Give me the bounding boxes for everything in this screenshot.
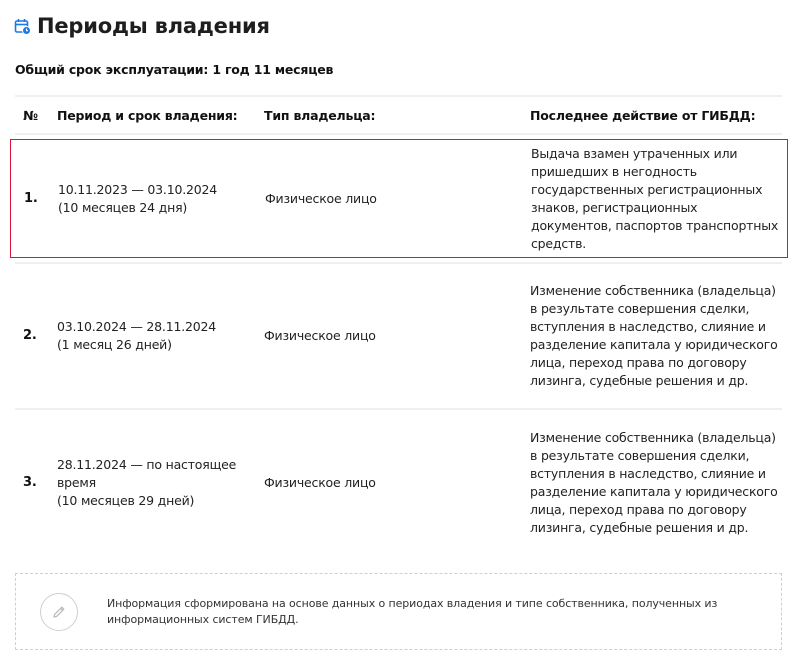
divider [15, 133, 782, 135]
calendar-clock-icon [14, 18, 31, 35]
table-row-highlighted [10, 139, 788, 258]
pencil-icon [40, 593, 78, 631]
table-row [15, 410, 782, 556]
period-duration: (1 месяц 26 дней) [57, 337, 172, 352]
row-number: 3. [23, 475, 37, 490]
owner-type: Физическое лицо [264, 328, 376, 343]
last-action-cell [530, 282, 782, 390]
last-action: Изменение собственника (владельца) в результате совершения сделки, вступления в наследство, слияние и разделение капитала у юридического лица, переход права по договору лизинга, судебные решения и др. [530, 283, 778, 388]
period-duration: (10 месяцев 24 дня) [58, 199, 188, 215]
owner-type: Физическое лицо [264, 475, 376, 490]
period-dates: 03.10.2024 — 28.11.2024 [57, 319, 216, 334]
column-header-period: Период и срок владения: [57, 107, 238, 123]
info-notice [15, 573, 782, 650]
last-action-cell [530, 429, 782, 537]
owner-type: Физическое лицо [265, 190, 377, 206]
period-cell [57, 318, 264, 354]
period-dates: 10.11.2023 — 03.10.2024 [58, 181, 217, 197]
table-row [15, 264, 782, 408]
period-cell [58, 181, 265, 217]
column-header-number: № [23, 107, 38, 123]
section-header [14, 14, 270, 38]
period-dates: 28.11.2024 — по настоящее время [57, 457, 237, 490]
column-header-last-action: Последнее действие от ГИБДД: [530, 107, 756, 123]
column-header-owner-type: Тип владельца: [264, 107, 376, 123]
row-number: 2. [23, 328, 37, 343]
row-number: 1. [24, 190, 38, 206]
ownership-periods-table [15, 95, 782, 556]
table-header [15, 97, 782, 133]
last-action-cell [531, 145, 787, 253]
total-operation-period: Общий срок эксплуатации: 1 год 11 месяцев [15, 62, 334, 77]
period-duration: (10 месяцев 29 дней) [57, 493, 195, 508]
period-cell [57, 456, 264, 510]
last-action: Выдача взамен утраченных или пришедших в негодность государственных регистрационных знаков, регистрационных документов, паспортов транспортных средств. [531, 145, 779, 251]
last-action: Изменение собственника (владельца) в результате совершения сделки, вступления в наследство, слияние и разделение капитала у юридического лица, переход права по договору лизинга, судебные решения и др. [530, 430, 778, 535]
page-title: Периоды владения [37, 14, 270, 38]
info-text: Информация сформирована на основе данных о периодах владения и типе собственника, полученных из информационных систем ГИБДД. [107, 596, 718, 626]
